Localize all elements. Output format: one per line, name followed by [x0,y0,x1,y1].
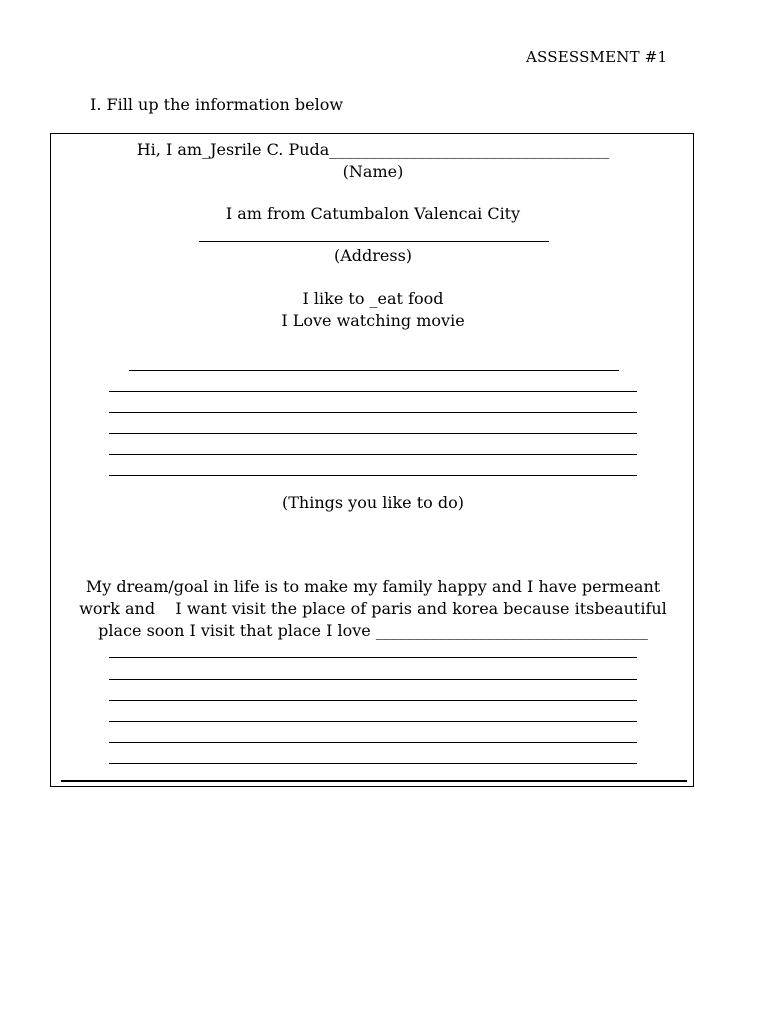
bottom-rule [61,780,687,782]
likes-caption: (Things you like to do) [282,493,464,512]
likes-blank-line [109,412,637,413]
likes-blank-line [129,370,619,371]
address-caption: (Address) [333,246,413,265]
dream-blank-line [109,679,637,680]
form-box [50,133,694,787]
address-blank-line [199,241,549,242]
dream-line-2: work and I want visit the place of paris and korea because itsbeautiful [79,599,667,618]
dream-blank-line [109,657,637,658]
dream-blank-line [109,742,637,743]
dream-line-1: My dream/goal in life is to make my family happy and I have permeant [85,577,661,596]
assessment-title: ASSESSMENT #1 [526,48,668,66]
likes-line-2: I Love watching movie [281,311,465,330]
dream-blank-line [109,721,637,722]
dream-line-3: place soon I visit that place I love __________________________________ [98,621,648,640]
likes-blank-line [109,475,637,476]
likes-line-1: I like to _eat food [302,289,444,308]
dream-blank-line [109,763,637,764]
likes-blank-line [109,391,637,392]
instruction-text: I. Fill up the information below [90,95,344,114]
dream-blank-line [109,700,637,701]
likes-blank-line [109,454,637,455]
name-caption: (Name) [342,162,404,181]
address-line: I am from Catumbalon Valencai City [225,204,521,223]
name-line: Hi, I am_Jesrile C. Puda___________________________________ [136,140,610,159]
likes-blank-line [109,433,637,434]
